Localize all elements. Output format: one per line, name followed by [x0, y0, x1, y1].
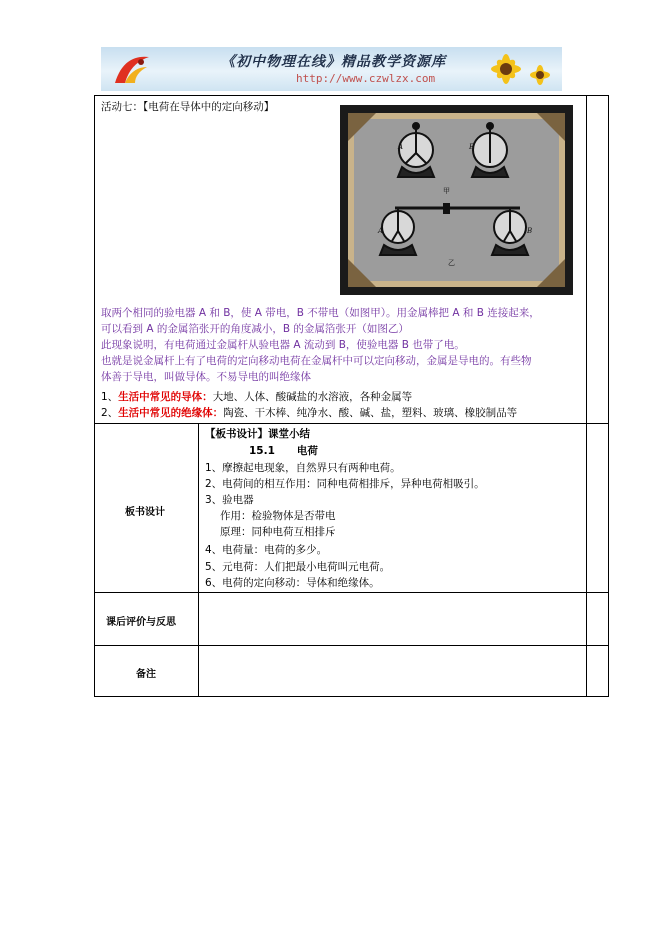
notes-cell[interactable]	[199, 646, 586, 696]
sunflower-icon	[466, 49, 556, 89]
conductors-text: 大地、人体、酸碱盐的水溶液，各种金属等	[212, 391, 413, 403]
svg-text:A: A	[378, 227, 384, 235]
svg-text:乙: 乙	[448, 259, 455, 267]
insulators-line: 2、生活中常见的绝缘体：陶瓷、干木棒、纯净水、酸、碱、盐，塑料、玻璃、橡胶制品等	[101, 407, 518, 419]
board-heading: 【板书设计】课堂小结	[205, 428, 310, 440]
board-item-5: 5、元电荷：人们把最小电荷叫元电荷。	[205, 561, 391, 573]
activity-paragraph-4: 也就是说金属杆上有了电荷的定向移动电荷在金属杆中可以定向移动，金属是导电的。有些物	[101, 355, 532, 367]
conductors-label: 生活中常见的导体：	[118, 391, 213, 403]
site-logo-icon	[111, 53, 153, 87]
notes-row-label: 备注	[136, 669, 156, 680]
electroscope-figure	[340, 105, 573, 295]
banner-url[interactable]: http://www.czwlzx.com	[296, 72, 436, 85]
board-item-3-function: 作用：检验物体是否带电	[220, 510, 336, 522]
reflection-cell[interactable]	[199, 593, 586, 645]
board-item-2: 2、电荷间的相互作用：同种电荷相排斥，异种电荷相吸引。	[205, 478, 485, 490]
board-section-title: 15.1 电荷	[249, 445, 318, 457]
board-item-1: 1、摩擦起电现象，自然界只有两种电荷。	[205, 462, 401, 474]
conductors-line: 1、生活中常见的导体：大地、人体、酸碱盐的水溶液，各种金属等	[101, 391, 413, 403]
insulators-label: 生活中常见的绝缘体：	[118, 407, 224, 419]
board-row-label: 板书设计	[125, 507, 165, 518]
activity-title: 活动七：【电荷在导体中的定向移动】	[101, 101, 275, 113]
reflection-row-label: 课后评价与反思	[106, 617, 176, 628]
svg-text:B: B	[527, 227, 533, 235]
activity-paragraph-5: 体善于导电，叫做导体。不易导电的叫绝缘体	[101, 371, 311, 383]
svg-text:甲: 甲	[443, 187, 450, 195]
header-banner	[101, 47, 562, 91]
board-item-4: 4、电荷量：电荷的多少。	[205, 544, 328, 556]
banner-title: 《初中物理在线》精品教学资源库	[221, 54, 446, 70]
activity-paragraph-1: 取两个相同的验电器 A 和 B，使 A 带电，B 不带电（如图甲）。用金属棒把 A 和 B 连接起来，	[101, 307, 540, 319]
activity-paragraph-3: 此现象说明，有电荷通过金属杆从验电器 A 流动到 B，使验电器 B 也带了电。	[101, 339, 465, 351]
activity-paragraph-2: 可以看到 A 的金属箔张开的角度减小，B 的金属箔张开（如图乙）	[101, 323, 409, 335]
svg-text:B: B	[469, 143, 475, 151]
svg-text:A: A	[398, 143, 404, 151]
board-item-3: 3、验电器	[205, 494, 254, 506]
board-item-3-principle: 原理：同种电荷互相排斥	[220, 526, 336, 538]
board-item-6: 6、电荷的定向移动：导体和绝缘体。	[205, 577, 380, 589]
insulators-text: 陶瓷、干木棒、纯净水、酸、碱、盐，塑料、玻璃、橡胶制品等	[223, 407, 518, 419]
